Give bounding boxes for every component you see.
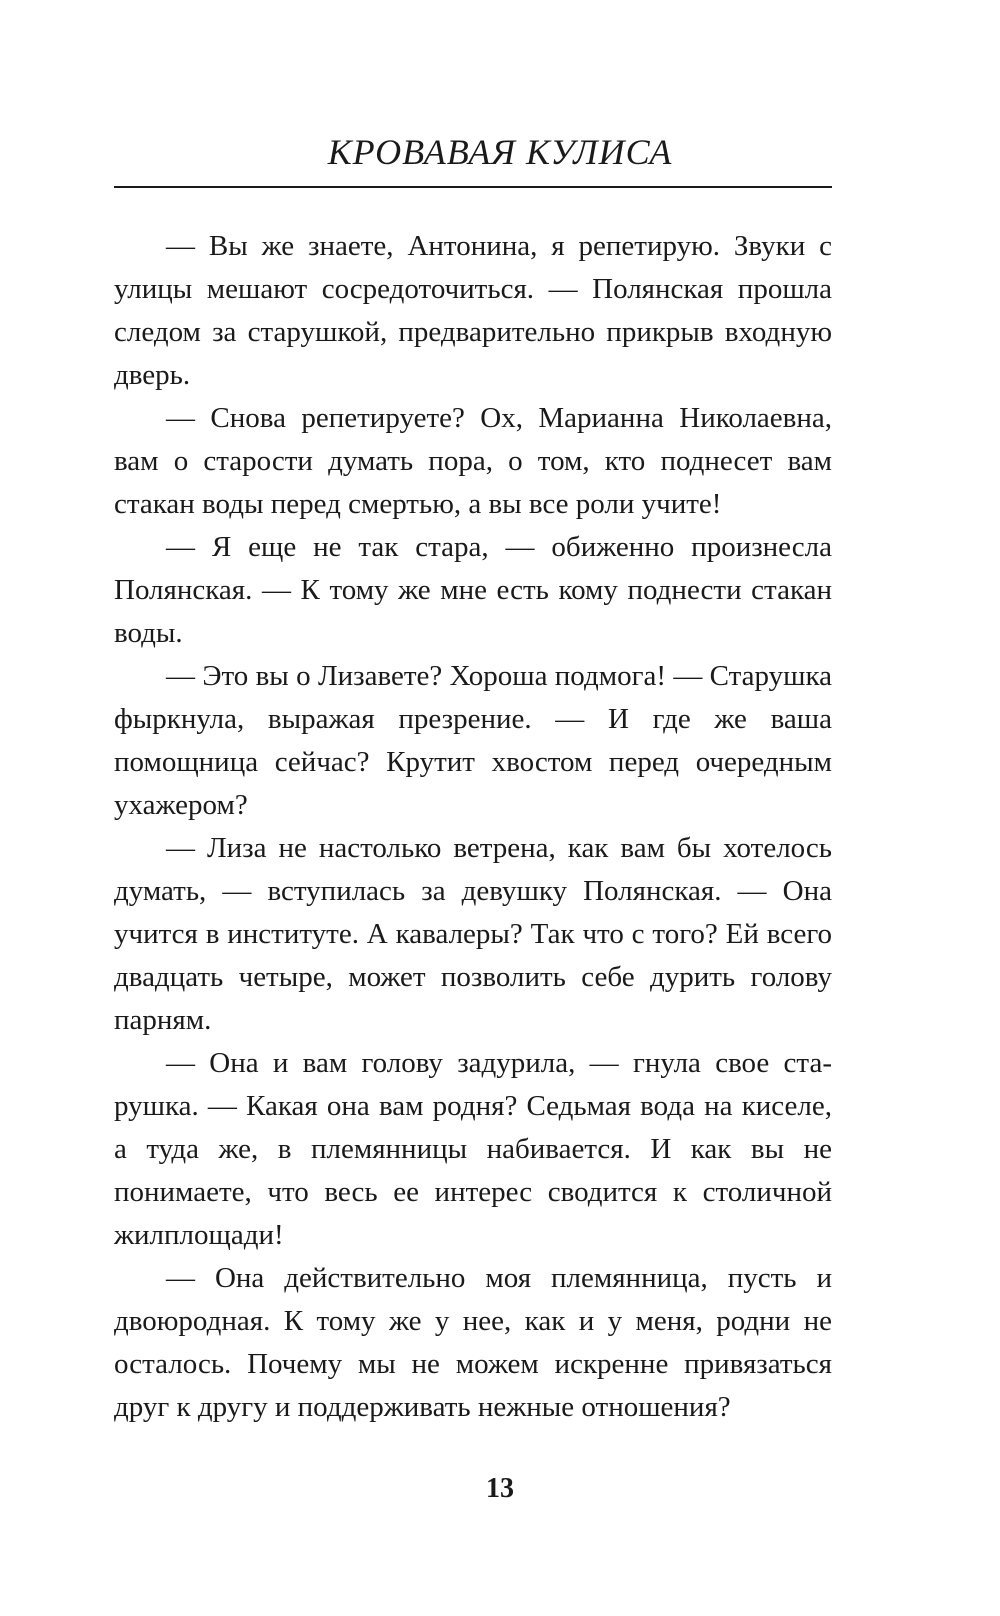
paragraph: — Снова репетируете? Ох, Марианна Николаевна, вам о старости думать пора, о том, кто поднесет вам стакан воды перед смертью, а вы все роли учите! <box>114 402 832 520</box>
paragraph: — Она действительно моя племянница, пусть и двоюродная. К тому же у нее, как и у меня, родни не осталось. Почему мы не можем искренне привязаться друг к другу и поддерживать нежные отношения? <box>114 1262 832 1423</box>
paragraph: — Это вы о Лизавете? Хороша подмога! — Старушка фыркнула, выражая презрение. — И где же ваша помощница сейчас? Крутит хвостом перед очередным ухажером? <box>114 660 832 821</box>
body-text <box>114 225 832 1429</box>
paragraph: — Вы же знаете, Антонина, я репетирую. Звуки с улицы мешают сосредоточиться. — Полянская прошла следом за старушкой, предварительно прикрыв входную дверь. <box>114 230 832 391</box>
paragraph: — Лиза не настолько ветрена, как вам бы хотелось думать, — вступилась за девушку Полянская. — Она учится в институте. А кавалеры? Так что с того? Ей всего двадцать четыре, может позволить себе дурить голову парням. <box>114 832 832 1036</box>
paragraph: — Она и вам голову задурила, — гнула свое старушка. — Какая она вам родня? Седьмая вода на киселе, а туда же, в племянницы набивается. И как вы не понимаете, что весь ее интерес сводится к столичной жилплощади! <box>114 1047 832 1251</box>
header-rule <box>114 186 832 188</box>
running-title: КРОВАВАЯ КУЛИСА <box>327 132 673 172</box>
page-number: 13 <box>486 1473 514 1504</box>
paragraph: — Я еще не так стара, — обиженно произнесла Полянская. — К тому же мне есть кому поднести стакан воды. <box>114 531 832 649</box>
